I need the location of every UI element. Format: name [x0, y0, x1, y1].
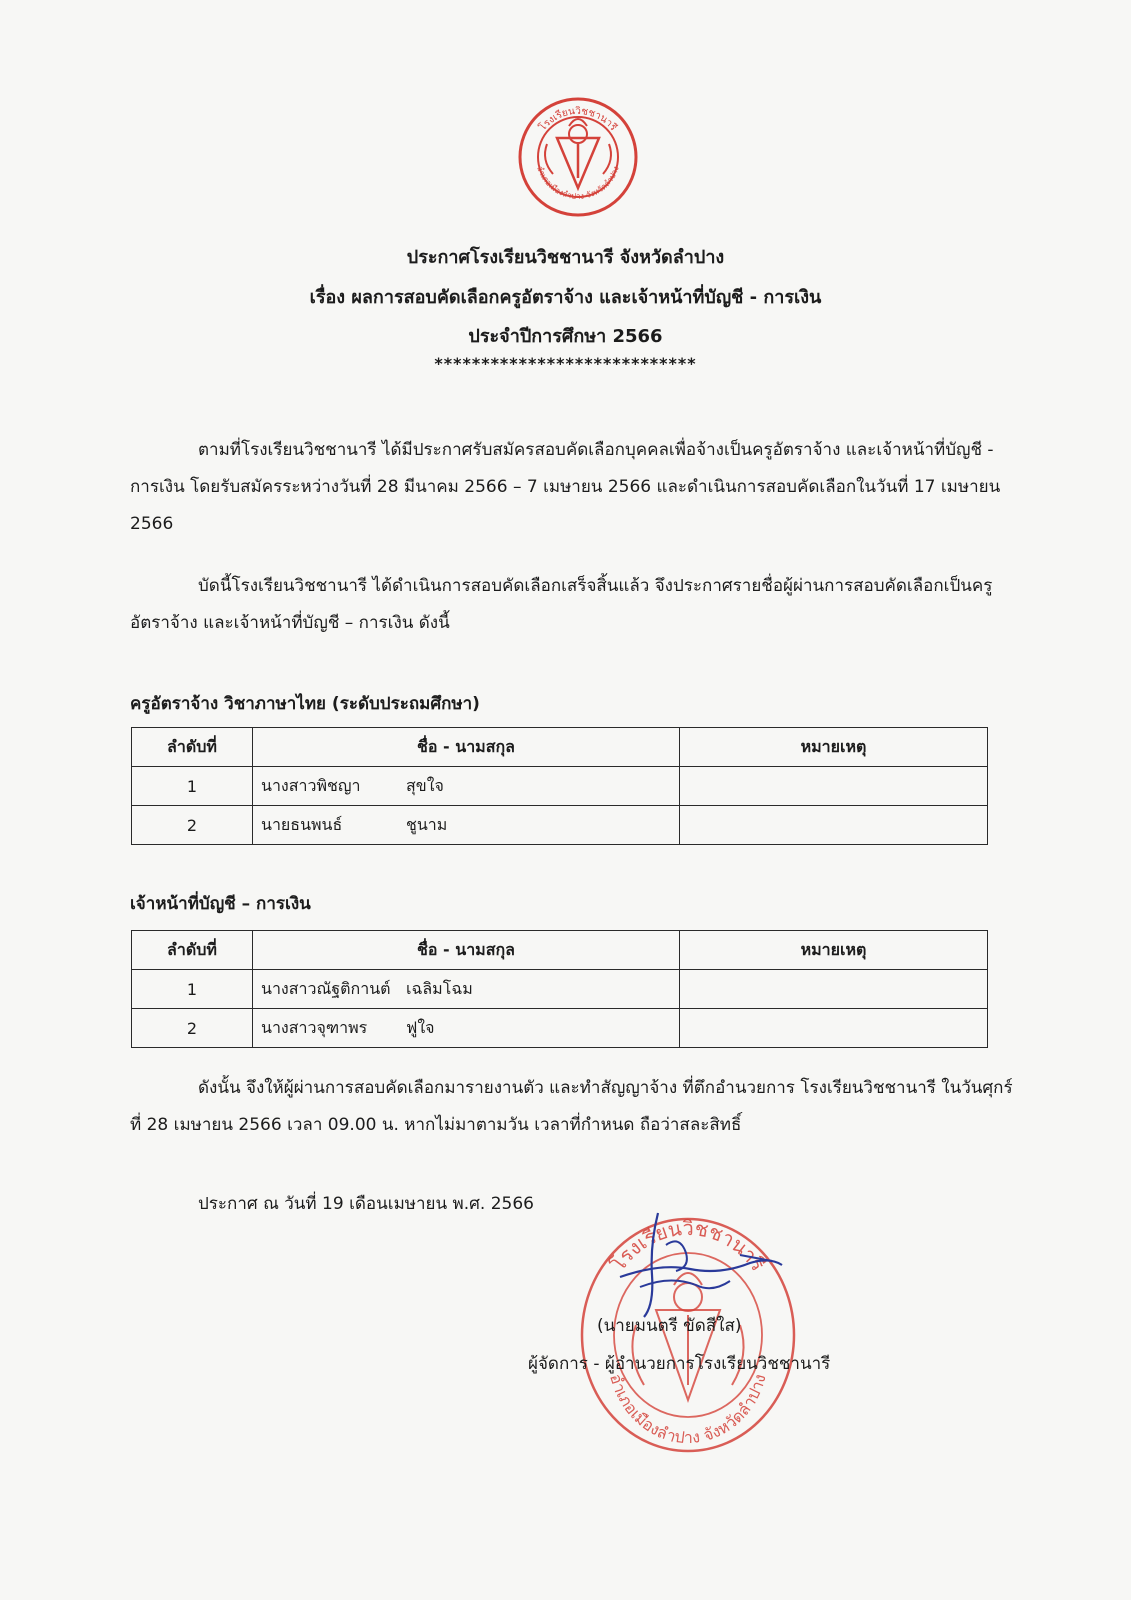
column-header-note: หมายเหตุ — [680, 931, 988, 970]
teacher-results-table — [131, 727, 988, 845]
row-note — [680, 1009, 988, 1048]
table-row — [132, 806, 988, 845]
result-paragraph — [130, 568, 1020, 642]
signatory-name: (นายมนตรี ขัดสีใส) — [597, 1316, 742, 1336]
column-header-name: ชื่อ - นามสกุล — [253, 728, 680, 767]
row-note — [680, 970, 988, 1009]
result-paragraph-text: บัดนี้โรงเรียนวิชชานารี ได้ดำเนินการสอบคัดเลือกเสร็จสิ้นแล้ว จึงประกาศรายชื่อผู้ผ่านการสอบคัดเลือกเป็นครูอัตราจ้าง และเจ้าหน้าที่บัญชี – การเงิน ดังนี้ — [130, 576, 993, 633]
svg-text:อำเภอเมืองลำปาง จังหวัดลำปาง: อำเภอเมืองลำปาง จังหวัดลำปาง — [535, 164, 621, 201]
svg-text:โรงเรียนวิชชานารี: โรงเรียนวิชชานารี — [605, 1215, 771, 1276]
last-name: ชูนาม — [406, 814, 448, 834]
svg-text:โรงเรียนวิชชานารี: โรงเรียนวิชชานารี — [537, 105, 619, 134]
closing-paragraph — [130, 1070, 1020, 1144]
first-name: นางสาวจุฑาพร — [261, 1017, 368, 1037]
row-name — [253, 806, 680, 845]
row-name — [253, 1009, 680, 1048]
first-name: นางสาวพิชญา — [261, 775, 361, 795]
column-header-name: ชื่อ - นามสกุล — [253, 931, 680, 970]
column-header-order: ลำดับที่ — [132, 728, 253, 767]
row-number: 1 — [132, 767, 253, 806]
row-number: 1 — [132, 970, 253, 1009]
table-row — [132, 1009, 988, 1048]
column-header-note: หมายเหตุ — [680, 728, 988, 767]
svg-text:อำเภอเมืองลำปาง จังหวัดลำปาง: อำเภอเมืองลำปาง จังหวัดลำปาง — [606, 1371, 770, 1448]
table-header-row — [132, 728, 988, 767]
academic-year: ประจำปีการศึกษา 2566 — [468, 326, 663, 347]
row-name — [253, 767, 680, 806]
table-row — [132, 970, 988, 1009]
table-row — [132, 767, 988, 806]
finance-results-table — [131, 930, 988, 1048]
section-finance-title: เจ้าหน้าที่บัญชี – การเงิน — [130, 894, 311, 914]
column-header-order: ลำดับที่ — [132, 931, 253, 970]
first-name: นางสาวณัฐติกานต์ — [261, 978, 391, 998]
table-header-row — [132, 931, 988, 970]
first-name: นายธนพนธ์ — [261, 814, 343, 834]
director-signature — [600, 1205, 800, 1325]
announcement-title: ประกาศโรงเรียนวิชชานารี จังหวัดลำปาง — [406, 247, 725, 268]
row-note — [680, 806, 988, 845]
last-name: ฟูใจ — [406, 1017, 435, 1037]
intro-paragraph — [130, 432, 1020, 543]
announcement-subject: เรื่อง ผลการสอบคัดเลือกครูอัตราจ้าง และเจ้าหน้าที่บัญชี - การเงิน — [309, 287, 822, 308]
announce-date: ประกาศ ณ วันที่ 19 เดือนเมษายน พ.ศ. 2566 — [198, 1194, 534, 1214]
last-name: เฉลิมโฉม — [406, 978, 473, 998]
last-name: สุขใจ — [406, 775, 444, 795]
row-note — [680, 767, 988, 806]
row-number: 2 — [132, 1009, 253, 1048]
row-number: 2 — [132, 806, 253, 845]
asterisk-divider: **************************** — [434, 354, 697, 373]
closing-paragraph-text: ดังนั้น จึงให้ผู้ผ่านการสอบคัดเลือกมารายงานตัว และทำสัญญาจ้าง ที่ตึกอำนวยการ โรงเรียนวิชชานารี ในวันศุกร์ที่ 28 เมษายน 2566 เวลา 09.00 น. หากไม่มาตามวัน เวลาที่กำหนด ถือว่าสละสิทธิ์ — [130, 1078, 1013, 1135]
row-name — [253, 970, 680, 1009]
signatory-position: ผู้จัดการ - ผู้อำนวยการโรงเรียนวิชชานารี — [528, 1354, 831, 1374]
school-seal-logo — [517, 96, 639, 218]
section-teacher-title: ครูอัตราจ้าง วิชาภาษาไทย (ระดับประถมศึกษา) — [130, 694, 480, 714]
intro-paragraph-text: ตามที่โรงเรียนวิชชานารี ได้มีประกาศรับสมัครสอบคัดเลือกบุคคลเพื่อจ้างเป็นครูอัตราจ้าง และเจ้าหน้าที่บัญชี - การเงิน โดยรับสมัครระหว่างวันที่ 28 มีนาคม 2566 – 7 เมษายน 2566 และดำเนินการสอบคัดเลือกในวันที่ 17 เมษายน 2566 — [130, 440, 1001, 534]
